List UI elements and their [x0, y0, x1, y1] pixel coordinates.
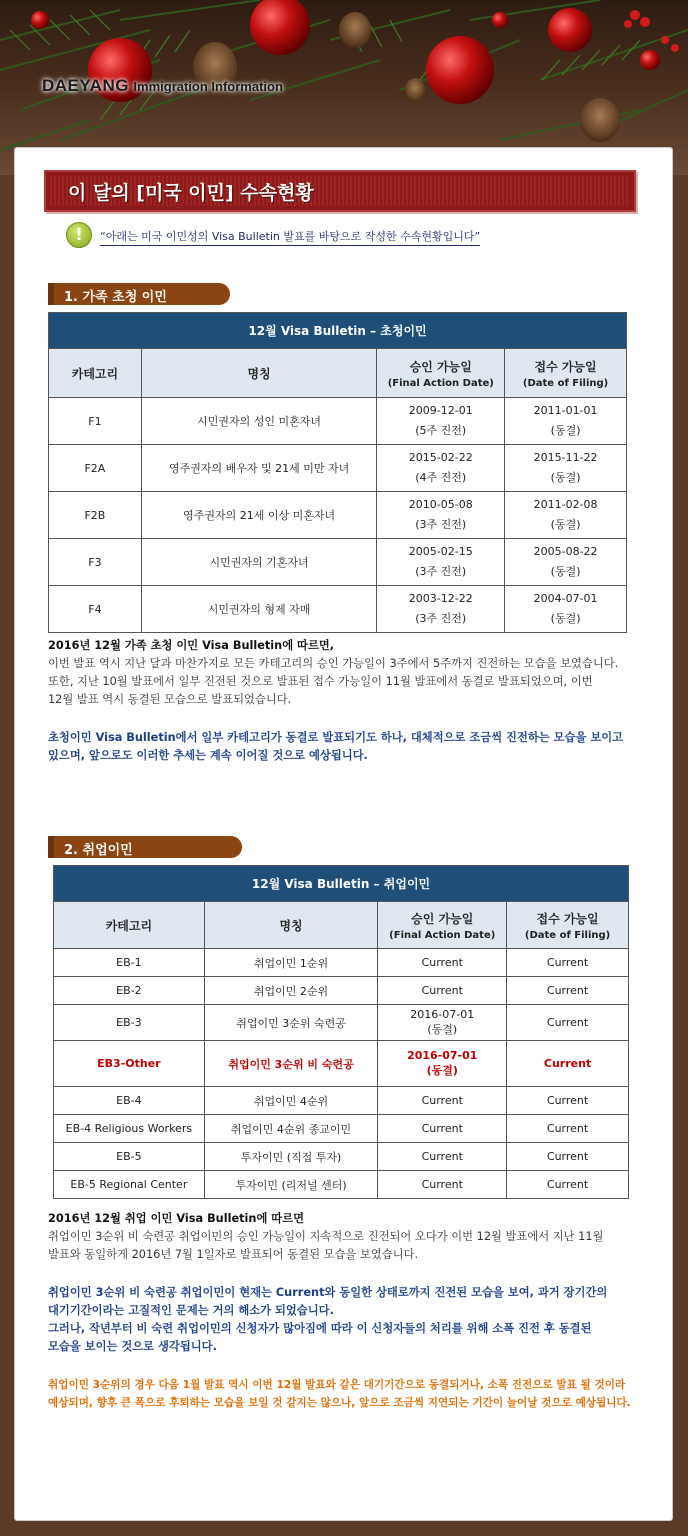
table-row: F2B 영주권자의 21세 이상 미혼자녀 2010-05-08 (3주 진전) 2011-02-08 (동결) — [49, 492, 627, 539]
section-label-employment: 2. 취업이민 — [48, 836, 242, 858]
notice-text: “아래는 미국 이민성의 Visa Bulletin 발표를 바탕으로 작성한 수속현황입니다” — [100, 228, 480, 246]
exclamation-icon: ! — [66, 222, 92, 248]
table-row: EB-5 Regional Center 투자이민 (리저널 센터) Current Current — [54, 1171, 629, 1199]
brand-subtitle: Immigration Information — [133, 79, 283, 94]
brand-logo — [42, 76, 283, 96]
table-row: EB-2 취업이민 2순위 Current Current — [54, 977, 629, 1005]
family-analysis: 2016년 12월 가족 초청 이민 Visa Bulletin에 따르면, 이번 발표 역시 지난 달과 마찬가지로 모든 카테고리의 승인 가능일이 3주에서 5주까지 진전하는 모습을 보였습니다. 또한, 지난 10월 발표에서 일부 진전된 것으로 발표된 접수 가능일이 11월 발표에서 동결로 발표되었으며, 이번 12월 발표 역시 동결된 모습으로 발표되었습니다. 초청이민 Visa Bulletin에서 일부 카테고리가 동결로 발표되기도 하나, 대체적으로 조금씩 진전하는 모습을 보이고 있으며, 앞으로도 이러한 추세는 계속 이어질 것으로 예상됩니다. — [48, 639, 624, 762]
table-row: F1 시민권자의 성인 미혼자녀 2009-12-01 (5주 진전) 2011-01-01 (동결) — [49, 398, 627, 445]
employment-table-title: 12월 Visa Bulletin – 취업이민 — [54, 866, 629, 902]
col-category: 카테고리 — [54, 902, 205, 949]
table-row: F2A 영주권자의 배우자 및 21세 미만 자녀 2015-02-22 (4주 진전) 2015-11-22 (동결) — [49, 445, 627, 492]
family-table-title: 12월 Visa Bulletin – 초청이민 — [49, 313, 627, 349]
table-row: EB-1 취업이민 1순위 Current Current — [54, 949, 629, 977]
page-title: 이 달의 [미국 이민] 수속현황 — [68, 182, 314, 204]
col-name: 명칭 — [141, 349, 377, 398]
employment-para-heading: 2016년 12월 취업 이민 Visa Bulletin에 따르면 — [48, 1212, 305, 1225]
col-date-of-filing: 접수 가능일 (Date of Filing) — [505, 349, 627, 398]
col-final-action: 승인 가능일 (Final Action Date) — [378, 902, 507, 949]
table-row: EB-4 취업이민 4순위 Current Current — [54, 1087, 629, 1115]
table-row: EB-3 취업이민 3순위 숙련공 2016-07-01 (동결) Current — [54, 1005, 629, 1041]
employment-analysis: 2016년 12월 취업 이민 Visa Bulletin에 따르면 취업이민 3순위 비 숙련공 취업이민의 승인 가능일이 지속적으로 진전되어 오다가 이번 12월 발표에서 지난 11월 발표와 동일하게 2016년 7월 1일자로 발표되어 동결된 모습을 보였습니다. 취업이민 3순위 비 숙련공 취업이민이 현재는 Current와 동일한 상태로까지 진전된 모습을 보여, 과거 장기간의 대기기간이라는 고질적인 문제는 거의 해소가 되었습니다. 그러나, 작년부터 비 숙련 취업이민의 신청자가 많아짐에 따라 이 신청자들의 처리를 위해 소폭 진전 후 동결된 모습을 보이는 것으로 생각됩니다. 취업이민 3순위의 경우 다음 1월 발표 역시 이번 12월 발표와 같은 대기기간으로 동결되거나, 소폭 진전으로 발표 될 것이라 예상되며, 향후 큰 폭으로 후퇴하는 모습을 보일 것 같지는 않으나, 앞으로 조금씩 지연되는 기간이 늘어날 것으로 예상됩니다. — [48, 1212, 631, 1409]
family-para-heading: 2016년 12월 가족 초청 이민 Visa Bulletin에 따르면, — [48, 639, 335, 652]
section-label-family: 1. 가족 초청 이민 — [48, 283, 230, 305]
family-visa-table — [48, 312, 627, 633]
table-row: F3 시민권자의 기혼자녀 2005-02-15 (3주 진전) 2005-08-22 (동결) — [49, 539, 627, 586]
col-category: 카테고리 — [49, 349, 142, 398]
table-row: EB-5 투자이민 (직접 투자) Current Current — [54, 1143, 629, 1171]
col-name: 명칭 — [204, 902, 378, 949]
brand-name: DAEYANG — [42, 76, 129, 95]
main-title-banner — [44, 170, 636, 212]
table-row-highlighted: EB3-Other 취업이민 3순위 비 숙련공 2016-07-01 (동결) Current — [54, 1041, 629, 1087]
table-row: EB-4 Religious Workers 취업이민 4순위 종교이민 Current Current — [54, 1115, 629, 1143]
table-row: F4 시민권자의 형제 자매 2003-12-22 (3주 진전) 2004-07-01 (동결) — [49, 586, 627, 633]
col-date-of-filing: 접수 가능일 (Date of Filing) — [507, 902, 629, 949]
employment-visa-table — [53, 865, 629, 1199]
col-final-action: 승인 가능일 (Final Action Date) — [377, 349, 505, 398]
